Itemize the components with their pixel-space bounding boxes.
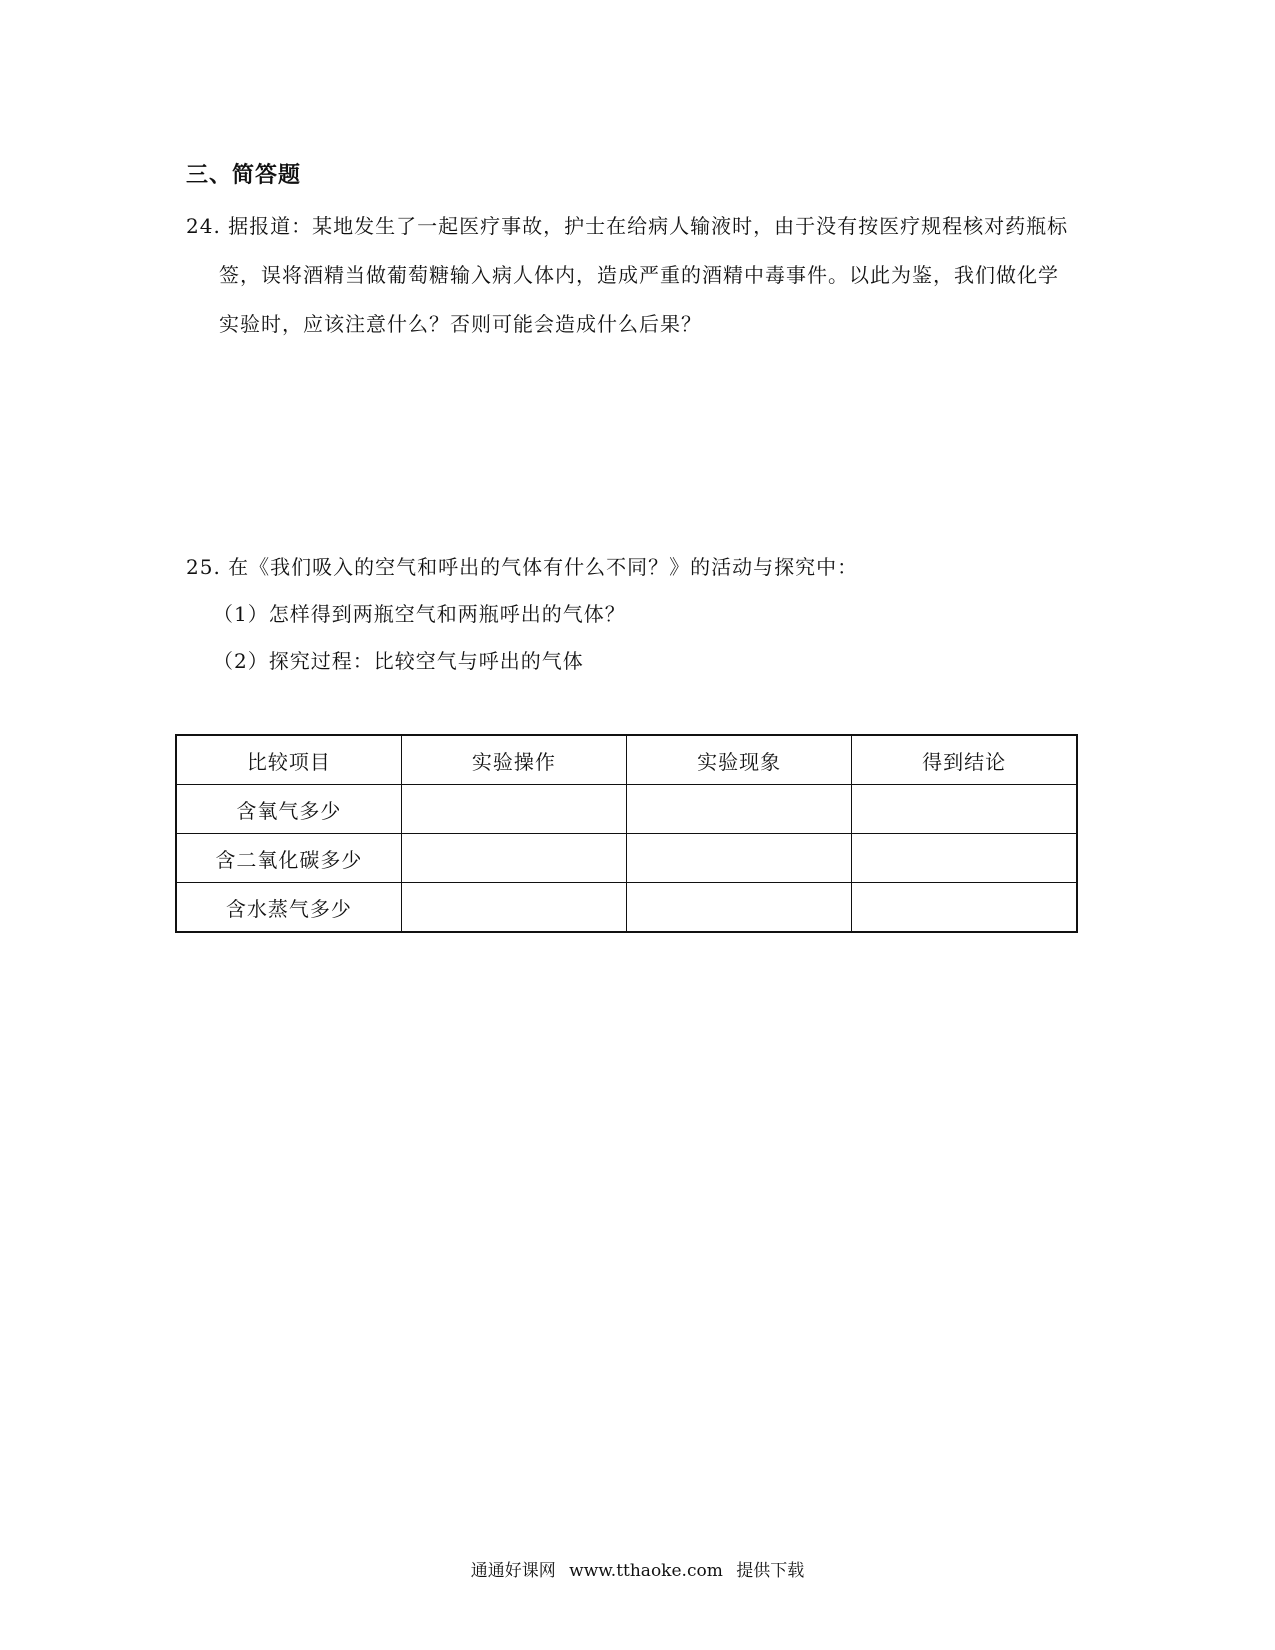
- table-header-cell: 得到结论: [852, 735, 1077, 785]
- table-header-cell: 实验操作: [401, 735, 626, 785]
- table-row: [176, 834, 1077, 883]
- section-title: 三、简答题: [186, 162, 302, 188]
- table-cell: [627, 883, 852, 933]
- table-row: [176, 883, 1077, 933]
- page-footer: [0, 1556, 1275, 1581]
- table-cell: [852, 834, 1077, 883]
- footer-site-name: 通通好课网: [470, 1561, 556, 1581]
- question-25-sub-2: （2）探究过程：比较空气与呼出的气体: [213, 649, 584, 673]
- question-24-line-2: 签，误将酒精当做葡萄糖输入病人体内，造成严重的酒精中毒事件。以此为鉴，我们做化学: [219, 263, 1059, 287]
- table-cell: [401, 883, 626, 933]
- question-24-line-3: 实验时，应该注意什么？否则可能会造成什么后果？: [219, 312, 702, 336]
- table-cell-item: 含二氧化碳多少: [176, 834, 401, 883]
- table-header-row: [176, 735, 1077, 785]
- table-cell-item: 含氧气多少: [176, 785, 401, 834]
- table-cell: [627, 834, 852, 883]
- table-cell: [401, 834, 626, 883]
- comparison-table: [175, 734, 1078, 933]
- question-25-sub-1: （1）怎样得到两瓶空气和两瓶呼出的气体？: [213, 602, 626, 626]
- table-cell: [852, 785, 1077, 834]
- table-header-cell: 实验现象: [627, 735, 852, 785]
- table-row: [176, 785, 1077, 834]
- table-cell-item: 含水蒸气多少: [176, 883, 401, 933]
- footer-url: www.tthaoke.com: [569, 1561, 723, 1581]
- table-cell: [627, 785, 852, 834]
- question-24-line-1: 24. 据报道：某地发生了一起医疗事故，护士在给病人输液时，由于没有按医疗规程核对药瓶标: [186, 214, 1069, 238]
- table-header-cell: 比较项目: [176, 735, 401, 785]
- footer-suffix: 提供下载: [736, 1561, 805, 1581]
- question-25-line-1: 25. 在《我们吸入的空气和呼出的气体有什么不同？》的活动与探究中：: [186, 555, 859, 579]
- table-cell: [852, 883, 1077, 933]
- table-cell: [401, 785, 626, 834]
